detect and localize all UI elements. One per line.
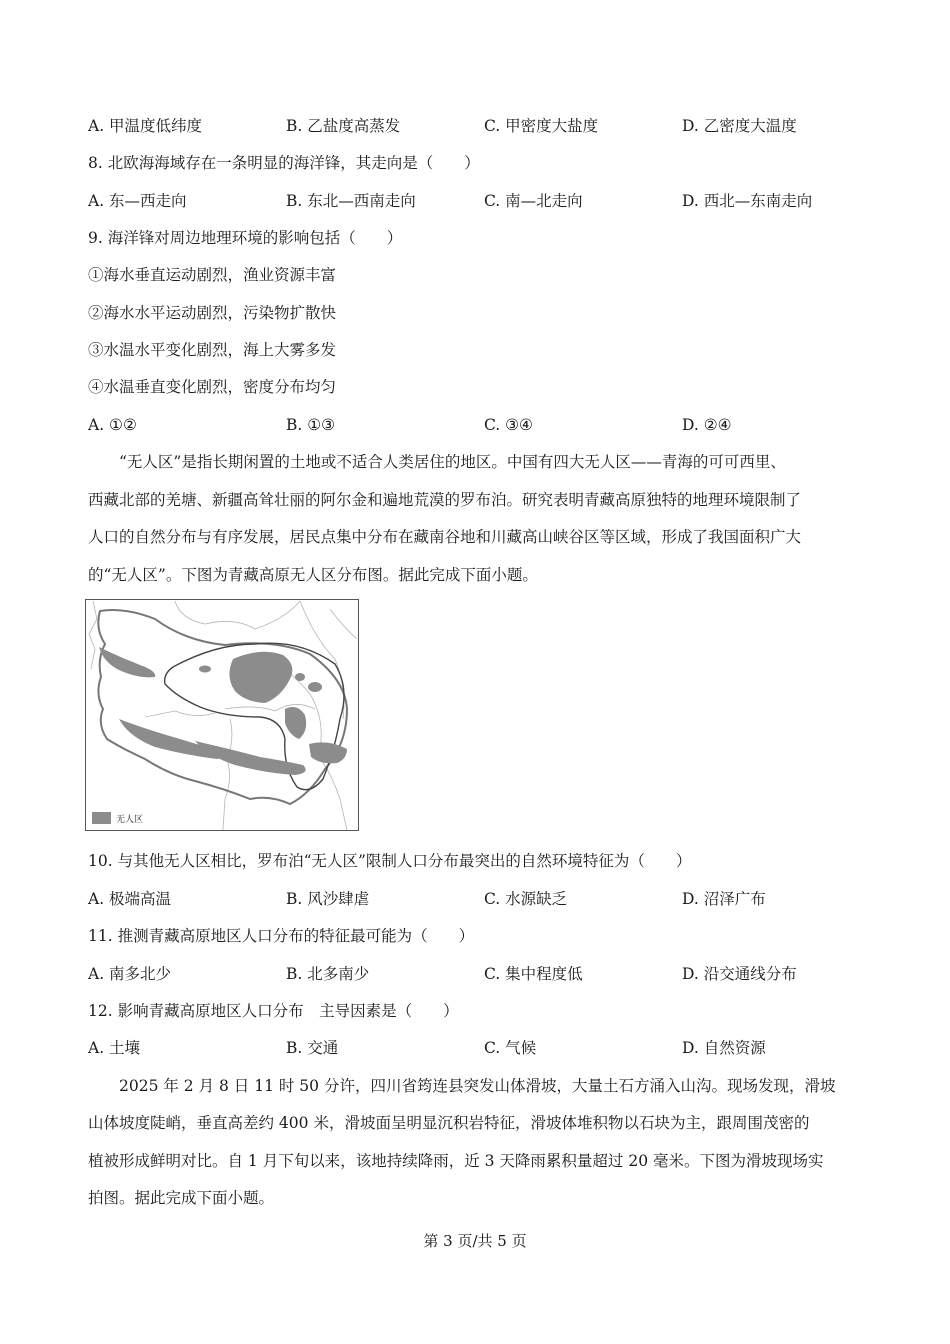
q12-option-b: B. 交通 [286, 1039, 339, 1057]
q11-option-d: D. 沿交通线分布 [682, 965, 797, 983]
q9-option-c: C. ③④ [484, 416, 533, 434]
q7-option-c: C. 甲密度大盐度 [484, 117, 599, 135]
small-patch-1 [295, 673, 305, 681]
q10-option-a: A. 极端高温 [88, 890, 172, 908]
passage2-line-2: 山体坡度陡峭，垂直高差约 400 米，滑坡面呈明显沉积岩特征，滑坡体堆积物以石块为主，跟周围茂密的 [88, 1114, 810, 1132]
q11-options [88, 964, 848, 984]
q12-option-d: D. 自然资源 [682, 1039, 766, 1057]
q7-options [88, 116, 848, 136]
passage1-line-2: 西藏北部的羌塘、新疆高耸壮丽的阿尔金和遍地荒漠的罗布泊。研究表明青藏高原独特的地理环境限制了 [88, 491, 802, 509]
passage1-line-1: “无人区”是指长期闲置的土地或不适合人类居住的地区。中国有四大无人区——青海的可可西里、 [119, 453, 786, 471]
q8-option-d: D. 西北—东南走向 [682, 192, 813, 210]
q9-option-b: B. ①③ [286, 416, 336, 434]
q11-option-c: C. 集中程度低 [484, 965, 583, 983]
q9-statement-1: ①海水垂直运动剧烈，渔业资源丰富 [88, 266, 337, 284]
q11-option-a: A. 南多北少 [88, 965, 172, 983]
passage2-line-4: 拍图。据此完成下面小题。 [88, 1189, 275, 1207]
passage2-line-3: 植被形成鲜明对比。自 1 月下旬以来，该地持续降雨，近 3 天降雨累积量超过 20 毫米。下图为滑坡现场实 [88, 1152, 824, 1170]
q11-option-b: B. 北多南少 [286, 965, 370, 983]
small-patch-2 [308, 682, 322, 692]
q11-stem: 11. 推测青藏高原地区人口分布的特征最可能为（ ） [88, 927, 475, 945]
small-patch-3 [199, 666, 211, 673]
q9-option-a: A. ①② [88, 416, 137, 434]
q12-option-a: A. 土壤 [88, 1039, 141, 1057]
q12-option-c: C. 气候 [484, 1039, 537, 1057]
q9-statement-4: ④水温垂直变化剧烈，密度分布均匀 [88, 378, 337, 396]
legend-label: 无人区 [116, 815, 144, 825]
q8-option-c: C. 南—北走向 [484, 192, 583, 210]
legend-swatch [92, 812, 111, 824]
q10-option-c: C. 水源缺乏 [484, 890, 568, 908]
q10-stem: 10. 与其他无人区相比，罗布泊“无人区”限制人口分布最突出的自然环境特征为（ ） [88, 852, 692, 870]
passage1-line-3: 人口的自然分布与有序发展，居民点集中分布在藏南谷地和川藏高山峡谷区等区域，形成了我国面积广大 [88, 528, 802, 546]
q8-option-b: B. 东北—西南走向 [286, 192, 416, 210]
q8-option-a: A. 东—西走向 [88, 192, 187, 210]
q9-statement-2: ②海水水平运动剧烈，污染物扩散快 [88, 304, 337, 322]
q7-option-d: D. 乙密度大温度 [682, 117, 797, 135]
q10-option-d: D. 沼泽广布 [682, 890, 766, 908]
q8-stem: 8. 北欧海海域存在一条明显的海洋锋，其走向是（ ） [88, 154, 480, 172]
q9-option-d: D. ②④ [682, 416, 732, 434]
q10-option-b: B. 风沙肆虐 [286, 890, 370, 908]
q9-stem: 9. 海洋锋对周边地理环境的影响包括（ ） [88, 229, 403, 247]
q12-stem: 12. 影响青藏高原地区人口分布 主导因素是（ ） [88, 1002, 459, 1020]
q12-options [88, 1038, 848, 1058]
passage2-line-1: 2025 年 2 月 8 日 11 时 50 分许，四川省筠连县突发山体滑坡，大量土石方涌入山沟。现场发现，滑坡 [119, 1077, 836, 1095]
q7-option-a: A. 甲温度低纬度 [88, 117, 203, 135]
passage1-line-4: 的“无人区”。下图为青藏高原无人区分布图。据此完成下面小题。 [88, 566, 538, 584]
q9-options [88, 415, 848, 435]
q7-option-b: B. 乙盐度高蒸发 [286, 117, 401, 135]
page-footer: 第 3 页/共 5 页 [423, 1232, 527, 1250]
q9-statement-3: ③水温水平变化剧烈，海上大雾多发 [88, 341, 337, 359]
q10-options [88, 889, 848, 909]
qinghai-tibet-no-mans-land-map [85, 599, 359, 831]
q8-options [88, 191, 848, 211]
